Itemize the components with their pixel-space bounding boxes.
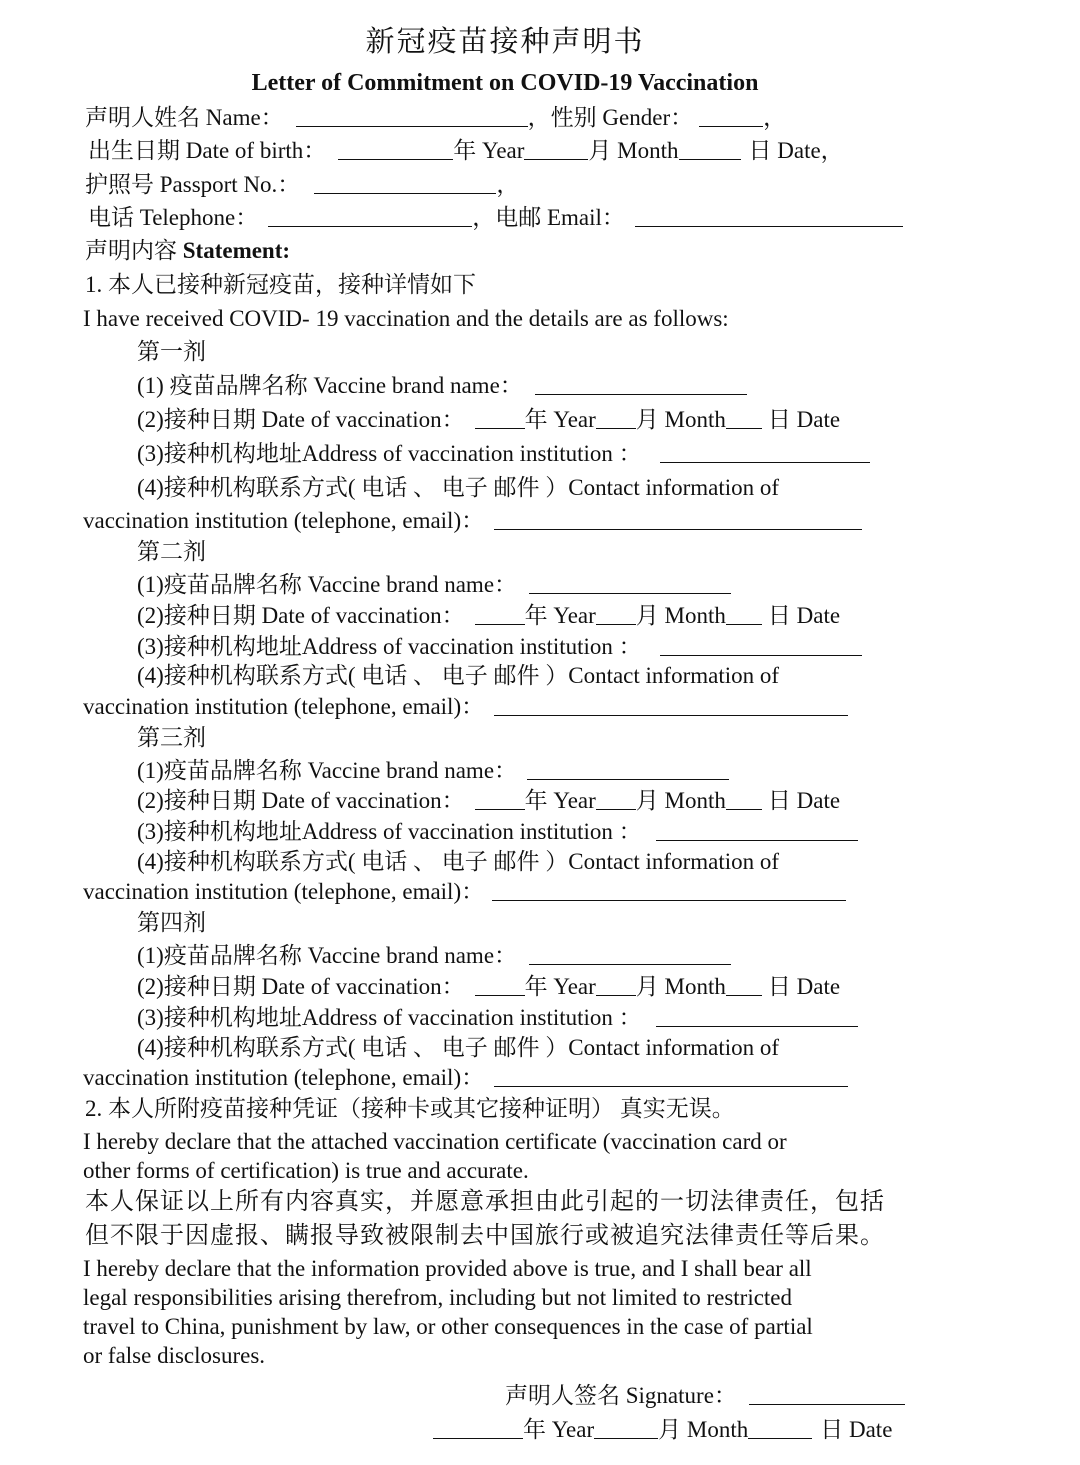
dose1-date-label: (2)接种日期 Date of vaccination： [137, 407, 465, 432]
signature-field[interactable] [749, 1384, 905, 1405]
dose4-month-label: 月 Month [635, 974, 726, 999]
dose1-contact-line1: (4)接种机构联系方式( 电话 、 电子 邮件 ）Contact information of [137, 475, 780, 500]
dose4-month-field[interactable] [596, 975, 636, 996]
dose4-brand-label: (1)疫苗品牌名称 Vaccine brand name： [137, 943, 518, 968]
dose2-month-field[interactable] [596, 604, 636, 625]
dose3-day-label: 日 Date [767, 788, 841, 813]
dose2-day-label: 日 Date [767, 603, 841, 628]
dose3-year-field[interactable] [475, 789, 525, 810]
dose3-brand-row [137, 756, 729, 786]
dose3-brand-field[interactable] [527, 759, 729, 780]
dose4-day-field[interactable] [726, 975, 762, 996]
dose4-day-label: 日 Date [767, 974, 841, 999]
title-english: Letter of Commitment on COVID-19 Vaccination [251, 70, 759, 96]
statement-label-en: Statement: [182, 238, 291, 263]
dose4-contact-line1: (4)接种机构联系方式( 电话 、 电子 邮件 ）Contact information of [137, 1035, 780, 1060]
statement-heading [85, 236, 290, 266]
passport-row [85, 170, 519, 200]
dob-date-label: 日 Date， [748, 138, 844, 163]
signature-date-row [433, 1415, 892, 1445]
dose1-year-label: 年 Year [524, 407, 596, 432]
dose4-brand-field[interactable] [529, 944, 731, 965]
dob-year-field[interactable] [338, 139, 453, 160]
signature-month-label: 月 Month [658, 1417, 749, 1442]
dose3-date-row [137, 786, 840, 816]
dose2-contact-label: vaccination institution (telephone, email)： [83, 694, 485, 719]
dose3-contact-row [83, 877, 846, 907]
dose2-contact-field[interactable] [494, 695, 848, 716]
signature-year-field[interactable] [433, 1418, 523, 1439]
signature-day-label: 日 Date [820, 1417, 893, 1442]
dose2-address-label: (3)接种机构地址Address of vaccination institution ： [137, 634, 642, 659]
dose4-address-label: (3)接种机构地址Address of vaccination institution ： [137, 1005, 642, 1030]
dose2-date-label: (2)接种日期 Date of vaccination： [137, 603, 465, 628]
dose4-heading: 第四剂 [137, 910, 206, 935]
dose3-day-field[interactable] [726, 789, 762, 810]
dose3-month-field[interactable] [596, 789, 636, 810]
dose1-brand-field[interactable] [535, 374, 747, 395]
dose4-address-field[interactable] [656, 1006, 858, 1027]
dose4-brand-row [137, 941, 731, 971]
dose1-contact-row [83, 506, 862, 536]
dose2-heading: 第二剂 [137, 539, 206, 564]
dose3-year-label: 年 Year [524, 788, 596, 813]
dose4-date-label: (2)接种日期 Date of vaccination： [137, 974, 465, 999]
dose4-address-row [137, 1003, 858, 1033]
dose1-address-label: (3)接种机构地址Address of vaccination institution ： [137, 441, 642, 466]
dose3-month-label: 月 Month [635, 788, 726, 813]
dose1-contact-field[interactable] [494, 509, 862, 530]
dose1-brand-label: (1) 疫苗品牌名称 Vaccine brand name： [137, 373, 523, 398]
name-field[interactable] [296, 106, 528, 127]
item2-en-line2: other forms of certification) is true and accurate. [83, 1158, 529, 1183]
guarantee-en-line4: or false disclosures. [83, 1343, 266, 1368]
dose1-date-row [137, 405, 840, 435]
dose4-year-label: 年 Year [524, 974, 596, 999]
dose2-brand-field[interactable] [529, 573, 731, 594]
guarantee-en-line3: travel to China, punishment by law, or other consequences in the case of partial [83, 1314, 813, 1339]
dob-month-field[interactable] [524, 139, 588, 160]
dose3-contact-line1: (4)接种机构联系方式( 电话 、 电子 邮件 ）Contact information of [137, 849, 780, 874]
dose2-address-field[interactable] [660, 635, 862, 656]
gender-label: ，性别 Gender： [527, 105, 694, 130]
guarantee-zh-line2: 但不限于因虚报、瞒报导致被限制去中国旅行或被追究法律责任等后果。 [85, 1223, 885, 1249]
dose1-address-field[interactable] [660, 442, 870, 463]
dose1-heading: 第一剂 [137, 339, 206, 364]
dob-row [88, 136, 844, 166]
dob-day-field[interactable] [679, 139, 741, 160]
dose1-day-label: 日 Date [767, 407, 841, 432]
dose2-brand-row [137, 570, 731, 600]
item2-zh: 2. 本人所附疫苗接种凭证（接种卡或其它接种证明） 真实无误。 [85, 1096, 735, 1121]
dob-year-label: 年 Year [453, 138, 525, 163]
dose4-contact-row [83, 1063, 848, 1093]
signature-label: 声明人签名 Signature： [505, 1383, 737, 1408]
dose1-month-field[interactable] [596, 408, 636, 429]
dose3-address-field[interactable] [656, 820, 858, 841]
passport-row-comma: ， [496, 172, 520, 197]
dose2-year-label: 年 Year [524, 603, 596, 628]
passport-label: 护照号 Passport No.： [85, 172, 301, 197]
contact-row [88, 203, 903, 233]
dose3-date-label: (2)接种日期 Date of vaccination： [137, 788, 465, 813]
item1-en: I have received COVID- 19 vaccination and the details are as follows: [83, 306, 729, 331]
dose4-date-row [137, 972, 840, 1002]
dose2-contact-row [83, 692, 848, 722]
dose3-address-label: (3)接种机构地址Address of vaccination institution ： [137, 819, 642, 844]
telephone-field[interactable] [268, 206, 472, 227]
guarantee-zh-line1: 本人保证以上所有内容真实，并愿意承担由此引起的一切法律责任，包括 [85, 1189, 885, 1215]
dose3-brand-label: (1)疫苗品牌名称 Vaccine brand name： [137, 758, 518, 783]
dose1-day-field[interactable] [726, 408, 762, 429]
guarantee-en-line2: legal responsibilities arising therefrom, including but not limited to restricted [83, 1285, 793, 1310]
signature-month-field[interactable] [594, 1418, 658, 1439]
gender-field[interactable] [699, 106, 763, 127]
name-row [85, 103, 786, 133]
passport-field[interactable] [314, 173, 496, 194]
dose2-date-row [137, 601, 840, 631]
item2-en-line1: I hereby declare that the attached vaccination certificate (vaccination card or [83, 1129, 787, 1154]
dose4-year-field[interactable] [475, 975, 525, 996]
dose4-contact-label: vaccination institution (telephone, email)： [83, 1065, 485, 1090]
dose2-day-field[interactable] [726, 604, 762, 625]
dose2-address-row [137, 632, 862, 662]
email-field[interactable] [635, 206, 903, 227]
dose2-contact-line1: (4)接种机构联系方式( 电话 、 电子 邮件 ）Contact information of [137, 663, 780, 688]
signature-day-field[interactable] [748, 1418, 812, 1439]
signature-row [505, 1381, 905, 1411]
telephone-label: 电话 Telephone： [88, 205, 259, 230]
dose2-brand-label: (1)疫苗品牌名称 Vaccine brand name： [137, 572, 518, 597]
email-label: ，电邮 Email： [472, 205, 625, 230]
dose1-month-label: 月 Month [635, 407, 726, 432]
dose4-contact-field[interactable] [494, 1066, 848, 1087]
dose3-address-row [137, 817, 858, 847]
dob-label: 出生日期 Date of birth： [88, 138, 327, 163]
item1-zh: 1. 本人已接种新冠疫苗，接种详情如下 [85, 272, 476, 297]
name-row-comma: ， [763, 105, 787, 130]
dob-month-label: 月 Month [588, 138, 679, 163]
name-label: 声明人姓名 Name： [85, 105, 284, 130]
dose2-month-label: 月 Month [635, 603, 726, 628]
dose1-year-field[interactable] [475, 408, 525, 429]
signature-year-label: 年 Year [523, 1417, 595, 1442]
dose1-contact-label: vaccination institution (telephone, email)： [83, 508, 485, 533]
statement-label-zh: 声明内容 [85, 238, 177, 263]
dose2-year-field[interactable] [475, 604, 525, 625]
dose3-heading: 第三剂 [137, 725, 206, 750]
guarantee-en-line1: I hereby declare that the information provided above is true, and I shall bear all [83, 1256, 812, 1281]
title-chinese: 新冠疫苗接种声明书 [365, 26, 645, 58]
dose3-contact-field[interactable] [492, 880, 846, 901]
dose1-address-row [137, 439, 870, 469]
dose1-brand-row [137, 371, 747, 401]
dose3-contact-label: vaccination institution (telephone, email)： [83, 879, 485, 904]
